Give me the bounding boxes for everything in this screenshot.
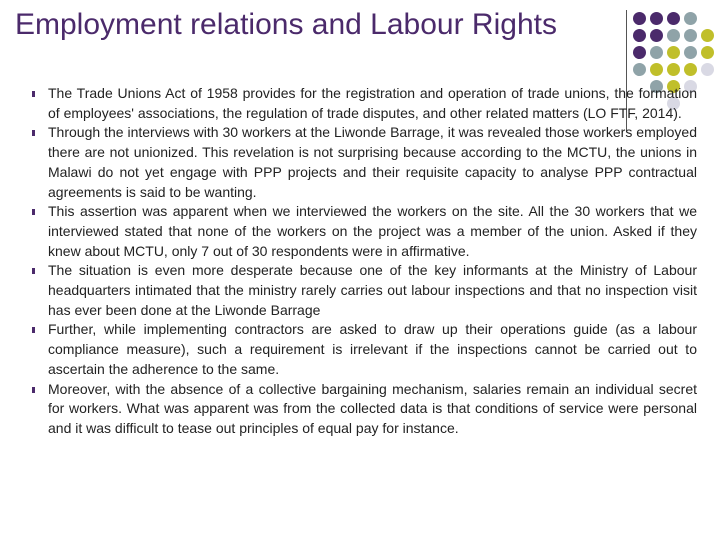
decorative-dot	[667, 29, 680, 42]
bullet-text: Moreover, with the absence of a collective bargaining mechanism, salaries remain an individual secret for workers. What was apparent was from the collected data is that conditions of service were personal and it was difficult to tease out principles of equal pay for instance.	[48, 380, 697, 436]
decorative-dot	[633, 63, 646, 76]
decorative-dot	[684, 29, 697, 42]
decorative-dot	[667, 12, 680, 25]
bullet-item	[30, 202, 697, 261]
decorative-dot	[667, 46, 680, 59]
bullet-marker-icon	[32, 268, 35, 274]
slide-title: Employment relations and Labour Rights	[15, 8, 557, 41]
bullet-marker-icon	[32, 327, 35, 333]
bullet-text: Further, while implementing contractors are asked to draw up their operations guide (as a labour compliance measure), such a requirement is irrelevant if the inspections cannot be carried out to ascertain the adherence to the same.	[48, 321, 697, 377]
decorative-dot	[650, 46, 663, 59]
bullet-text: The situation is even more desperate because one of the key informants at the Ministry of Labour headquarters intimated that the ministry rarely carries out labour inspections and that no inspection visit has ever been done at the Liwonde Barrage	[48, 262, 697, 318]
bullet-text: This assertion was apparent when we interviewed the workers on the site. All the 30 workers that we interviewed stated that none of the workers on the project was a member of the union. Asked if they knew about MCTU, only 7 out of 30 respondents were in affirmative.	[48, 203, 697, 259]
bullet-item	[30, 123, 697, 202]
decorative-dot	[701, 46, 714, 59]
decorative-dot	[650, 29, 663, 42]
decorative-dot	[633, 46, 646, 59]
decorative-dot	[684, 12, 697, 25]
bullet-marker-icon	[32, 209, 35, 215]
decorative-dot	[684, 46, 697, 59]
bullet-item	[30, 380, 697, 439]
bullet-marker-icon	[32, 130, 35, 136]
decorative-dot	[633, 29, 646, 42]
bullet-text: The Trade Unions Act of 1958 provides for the registration and operation of trade unions, the formation of employees' associations, the regulation of trade disputes, and other related matters (LO FTF, 2014).	[48, 85, 697, 121]
decorative-dot	[650, 12, 663, 25]
bullet-item	[30, 320, 697, 379]
bullet-item	[30, 261, 697, 320]
decorative-dot	[684, 63, 697, 76]
bullet-item	[30, 84, 697, 123]
decorative-dot	[667, 63, 680, 76]
bullet-text: Through the interviews with 30 workers at the Liwonde Barrage, it was revealed those workers employed there are not unionized. This revelation is not surprising because according to the MCTU, the unions in Malawi do not yet engage with PPP projects and their requisite capacity to analyse PPP contractual agreements is said to be wanting.	[48, 124, 697, 200]
decorative-dot	[701, 63, 714, 76]
bullet-marker-icon	[32, 387, 35, 393]
bullet-marker-icon	[32, 91, 35, 97]
decorative-dot	[701, 29, 714, 42]
decorative-dot	[633, 12, 646, 25]
bullet-list	[30, 84, 697, 439]
decorative-dot	[650, 63, 663, 76]
